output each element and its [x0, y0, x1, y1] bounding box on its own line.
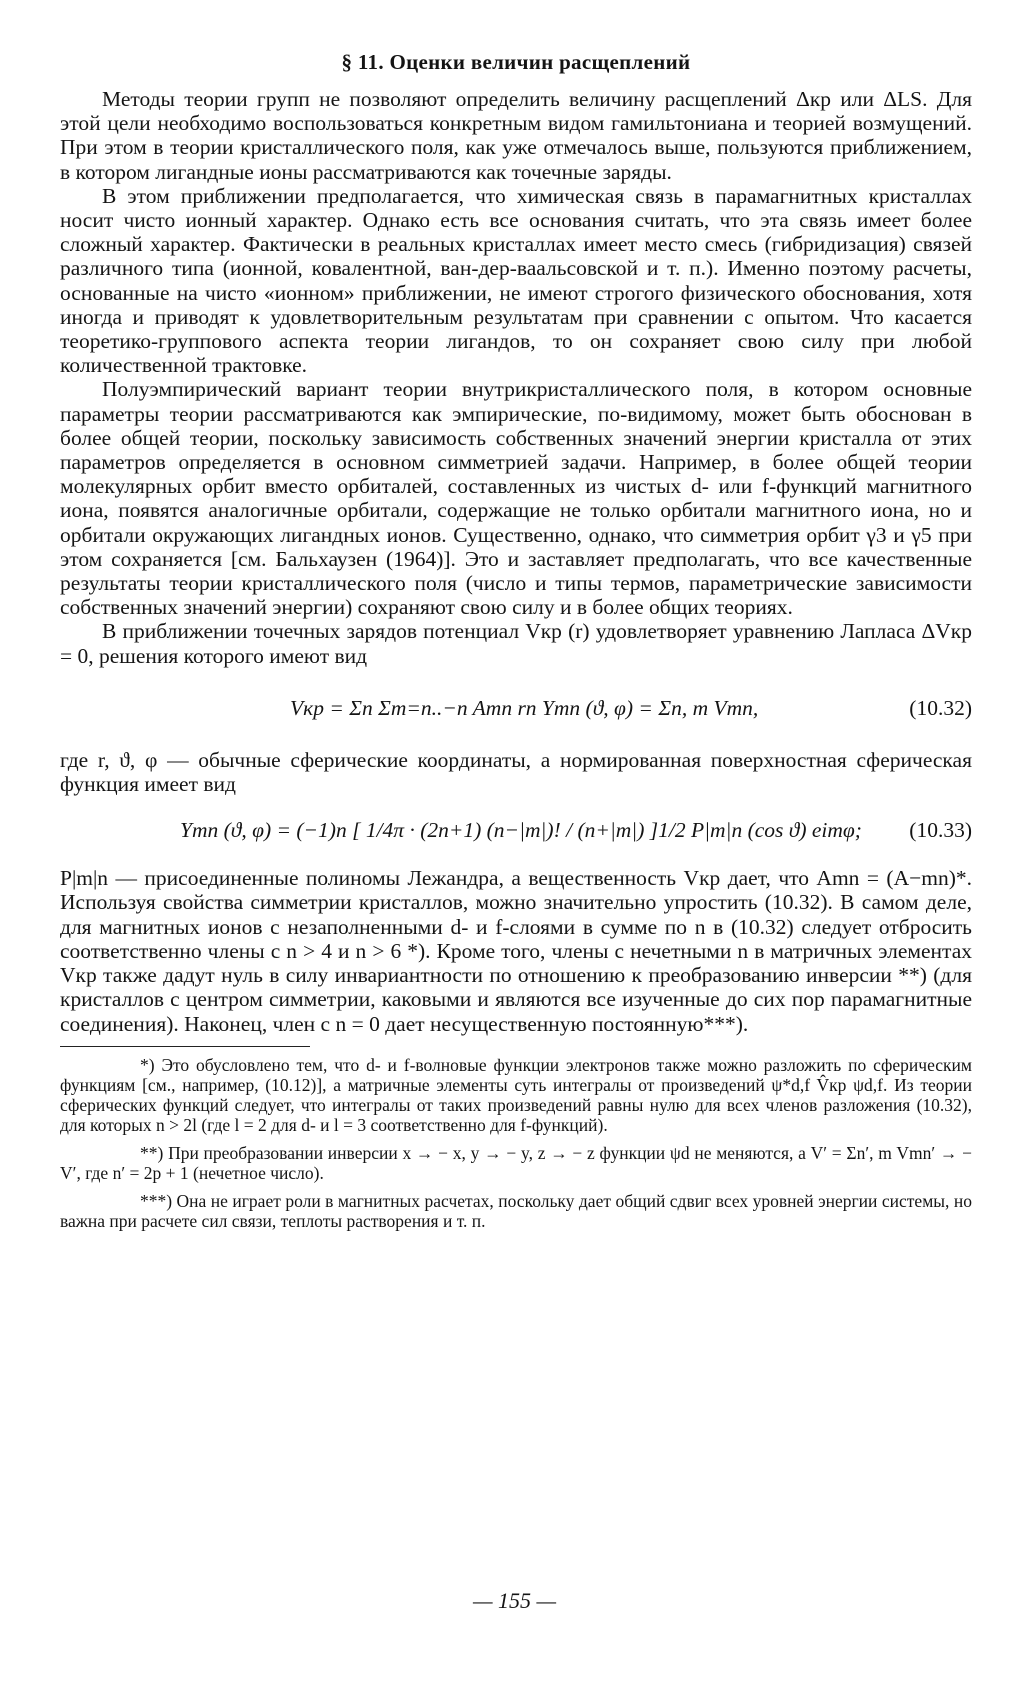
paragraph-3: Полуэмпирический вариант теории внутрикристаллического поля, в котором основные параметры теории рассматриваются как эмпирические, по-видимому, может быть обоснован в более общей теории, поскольку зависимость собственных значений энергии кристалла от этих параметров определяется в основном симметрией задачи. Например, в более общей теории молекулярных орбит вместо орбиталей, составленных из чистых d- или f-функций магнитного иона, появятся аналогичные орбитали, содержащие не только орбитали магнитного иона, но и орбитали окружающих лигандных ионов. Существенно, однако, что симметрия орбит γ3 и γ5 при этом сохраняется [см. Бальхаузен (1964)]. Это и заставляет предполагать, что все качественные результаты теории кристаллического поля (число и типы термов, параметрические зависимости собственных значений энергии) сохраняют свою силу и в более общих теориях. [60, 377, 972, 620]
equation-10-32-expression: Vкр = Σn Σm=n..−n Amn rn Ymn (ϑ, φ) = Σn, m Vmn, [290, 695, 759, 720]
page-content [60, 50, 972, 1231]
section-title: § 11. Оценки величин расщеплений [341, 50, 691, 74]
paragraph-2: В этом приближении предполагается, что химическая связь в парамагнитных кристаллах носит чисто ионный характер. Однако есть все основания считать, что эта связь имеет более сложный характер. Фактически в реальных кристаллах имеет место смесь (гибридизация) связей различного типа (ионной, ковалентной, ван-дер-ваальсовской и т. п.). Именно поэтому расчеты, основанные на чисто «ионном» приближении, не имеют строгого физического обоснования, хотя иногда и приводят к удовлетворительным результатам при сравнении с опытом. Что касается теоретико-группового аспекта теории лигандов, то он сохраняет свою силу при любой количественной трактовке. [60, 183, 972, 378]
footnote-1: *) Это обусловлено тем, что d- и f-волновые функции электронов также можно разложить по сферическим функциям [см., например, (10.12)], а матричные элементы суть интегралы от произведений ψ*d,f V̂кр ψd,f. Из теории сферических функций следует, что интегралы от таких произведений равны нулю для всех членов разложения (10.32), для которых n > 2l (где l = 2 для d- и l = 3 соответственно для f-функций). [60, 1054, 972, 1135]
footnote-3: ***) Она не играет роли в магнитных расчетах, поскольку дает общий сдвиг всех уровней энергии системы, но важна при расчете сил связи, теплоты растворения и т. п. [60, 1190, 972, 1231]
footnote-2: **) При преобразовании инверсии x → − x, y → − y, z → − z функции ψd не меняются, а V′ = Σn′, m Vmn′ → − V′, где n′ = 2p + 1 (нечетное число). [60, 1142, 972, 1183]
paragraph-4: В приближении точечных зарядов потенциал Vкр (r) удовлетворяет уравнению Лапласа ΔVкр = 0, решения которого имеют вид [60, 619, 972, 668]
equation-10-33-expression: Ymn (ϑ, φ) = (−1)n [ 1/4π · (2n+1) (n−|m|)! / (n+|m|) ]1/2 P|m|n (cos ϑ) eimφ; [180, 818, 862, 843]
equation-10-33-number: (10.33) [909, 818, 972, 843]
page-number: — 155 — [472, 1588, 557, 1613]
paragraph-6: P|m|n — присоединенные полиномы Лежандра, а вещественность Vкр дает, что Amn = (A−mn)*. Используя свойства симметрии кристаллов, можно значительно упростить (10.32). В самом деле, для магнитных ионов с незаполненными d- и f-слоями в сумме по n в (10.32) следует отбросить соответственно члены с n > 4 и n > 6 *). Кроме того, члены с нечетными n в матричных элементах Vкр также дадут нуль в силу инвариантности по отношению к преобразованию инверсии **) (для кристаллов с центром симметрии, каковыми и являются все изученные до сих пор парамагнитные соединения). Наконец, член с n = 0 дает несущественную постоянную***). [60, 866, 972, 1036]
equation-10-33 [60, 800, 972, 862]
equation-10-32-number: (10.32) [909, 695, 972, 720]
paragraph-1: Методы теории групп не позволяют определить величину расщеплений Δкр или ΔLS. Для этой цели необходимо воспользоваться конкретным видом гамильтониана и теорией возмущений. При этом в теории кристаллического поля, как уже отмечалось выше, пользуются приближением, в котором лигандные ионы рассматриваются как точечные заряды. [60, 87, 972, 184]
equation-10-32 [60, 672, 972, 744]
paragraph-5: где r, ϑ, φ — обычные сферические координаты, а нормированная поверхностная сферическая функция имеет вид [60, 747, 972, 797]
footnote-divider [60, 1046, 310, 1047]
